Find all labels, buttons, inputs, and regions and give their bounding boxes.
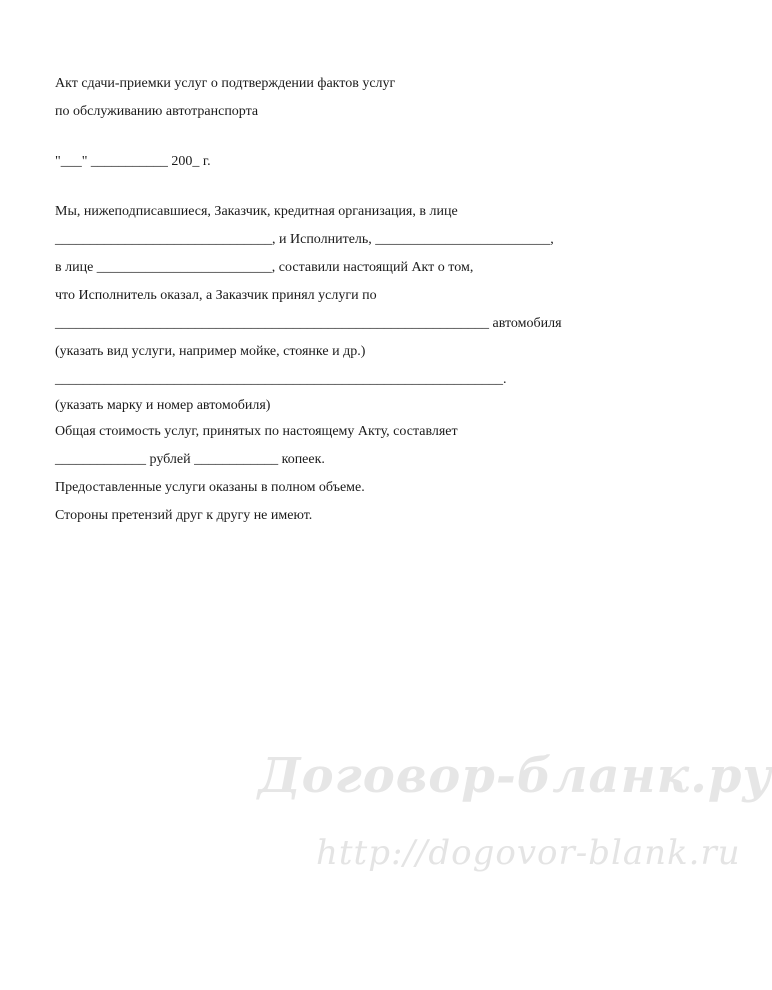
document-title-line-2: по обслуживанию автотранспорта [55, 104, 259, 119]
body-line: Предоставленные услуги оказаны в полном объеме. [55, 480, 365, 495]
body-line: что Исполнитель оказал, а Заказчик принял услуги по [55, 288, 377, 303]
watermark-url: http://dogovor-blank.ru [316, 833, 741, 873]
body-line: (указать марку и номер автомобиля) [55, 398, 271, 413]
document-date: "___" ___________ 200_ г. [55, 154, 211, 169]
body-line: ________________________________________________________________. [55, 372, 507, 387]
watermark-title: Договор-бланк.ру [258, 748, 772, 804]
document-title-line-1: Акт сдачи-приемки услуг о подтверждении фактов услуг [55, 76, 396, 91]
body-line: Общая стоимость услуг, принятых по настоящему Акту, составляет [55, 424, 458, 439]
body-line: в лице _________________________, составили настоящий Акт о том, [55, 260, 474, 275]
body-line: ______________________________________________________________ автомобиля [55, 316, 562, 331]
body-line: _______________________________, и Исполнитель, _________________________, [55, 232, 554, 247]
body-line: Стороны претензий друг к другу не имеют. [55, 508, 313, 523]
body-line: (указать вид услуги, например мойке, стоянке и др.) [55, 344, 366, 359]
body-line: _____________ рублей ____________ копеек. [55, 452, 325, 467]
body-line: Мы, нижеподписавшиеся, Заказчик, кредитная организация, в лице [55, 204, 458, 219]
